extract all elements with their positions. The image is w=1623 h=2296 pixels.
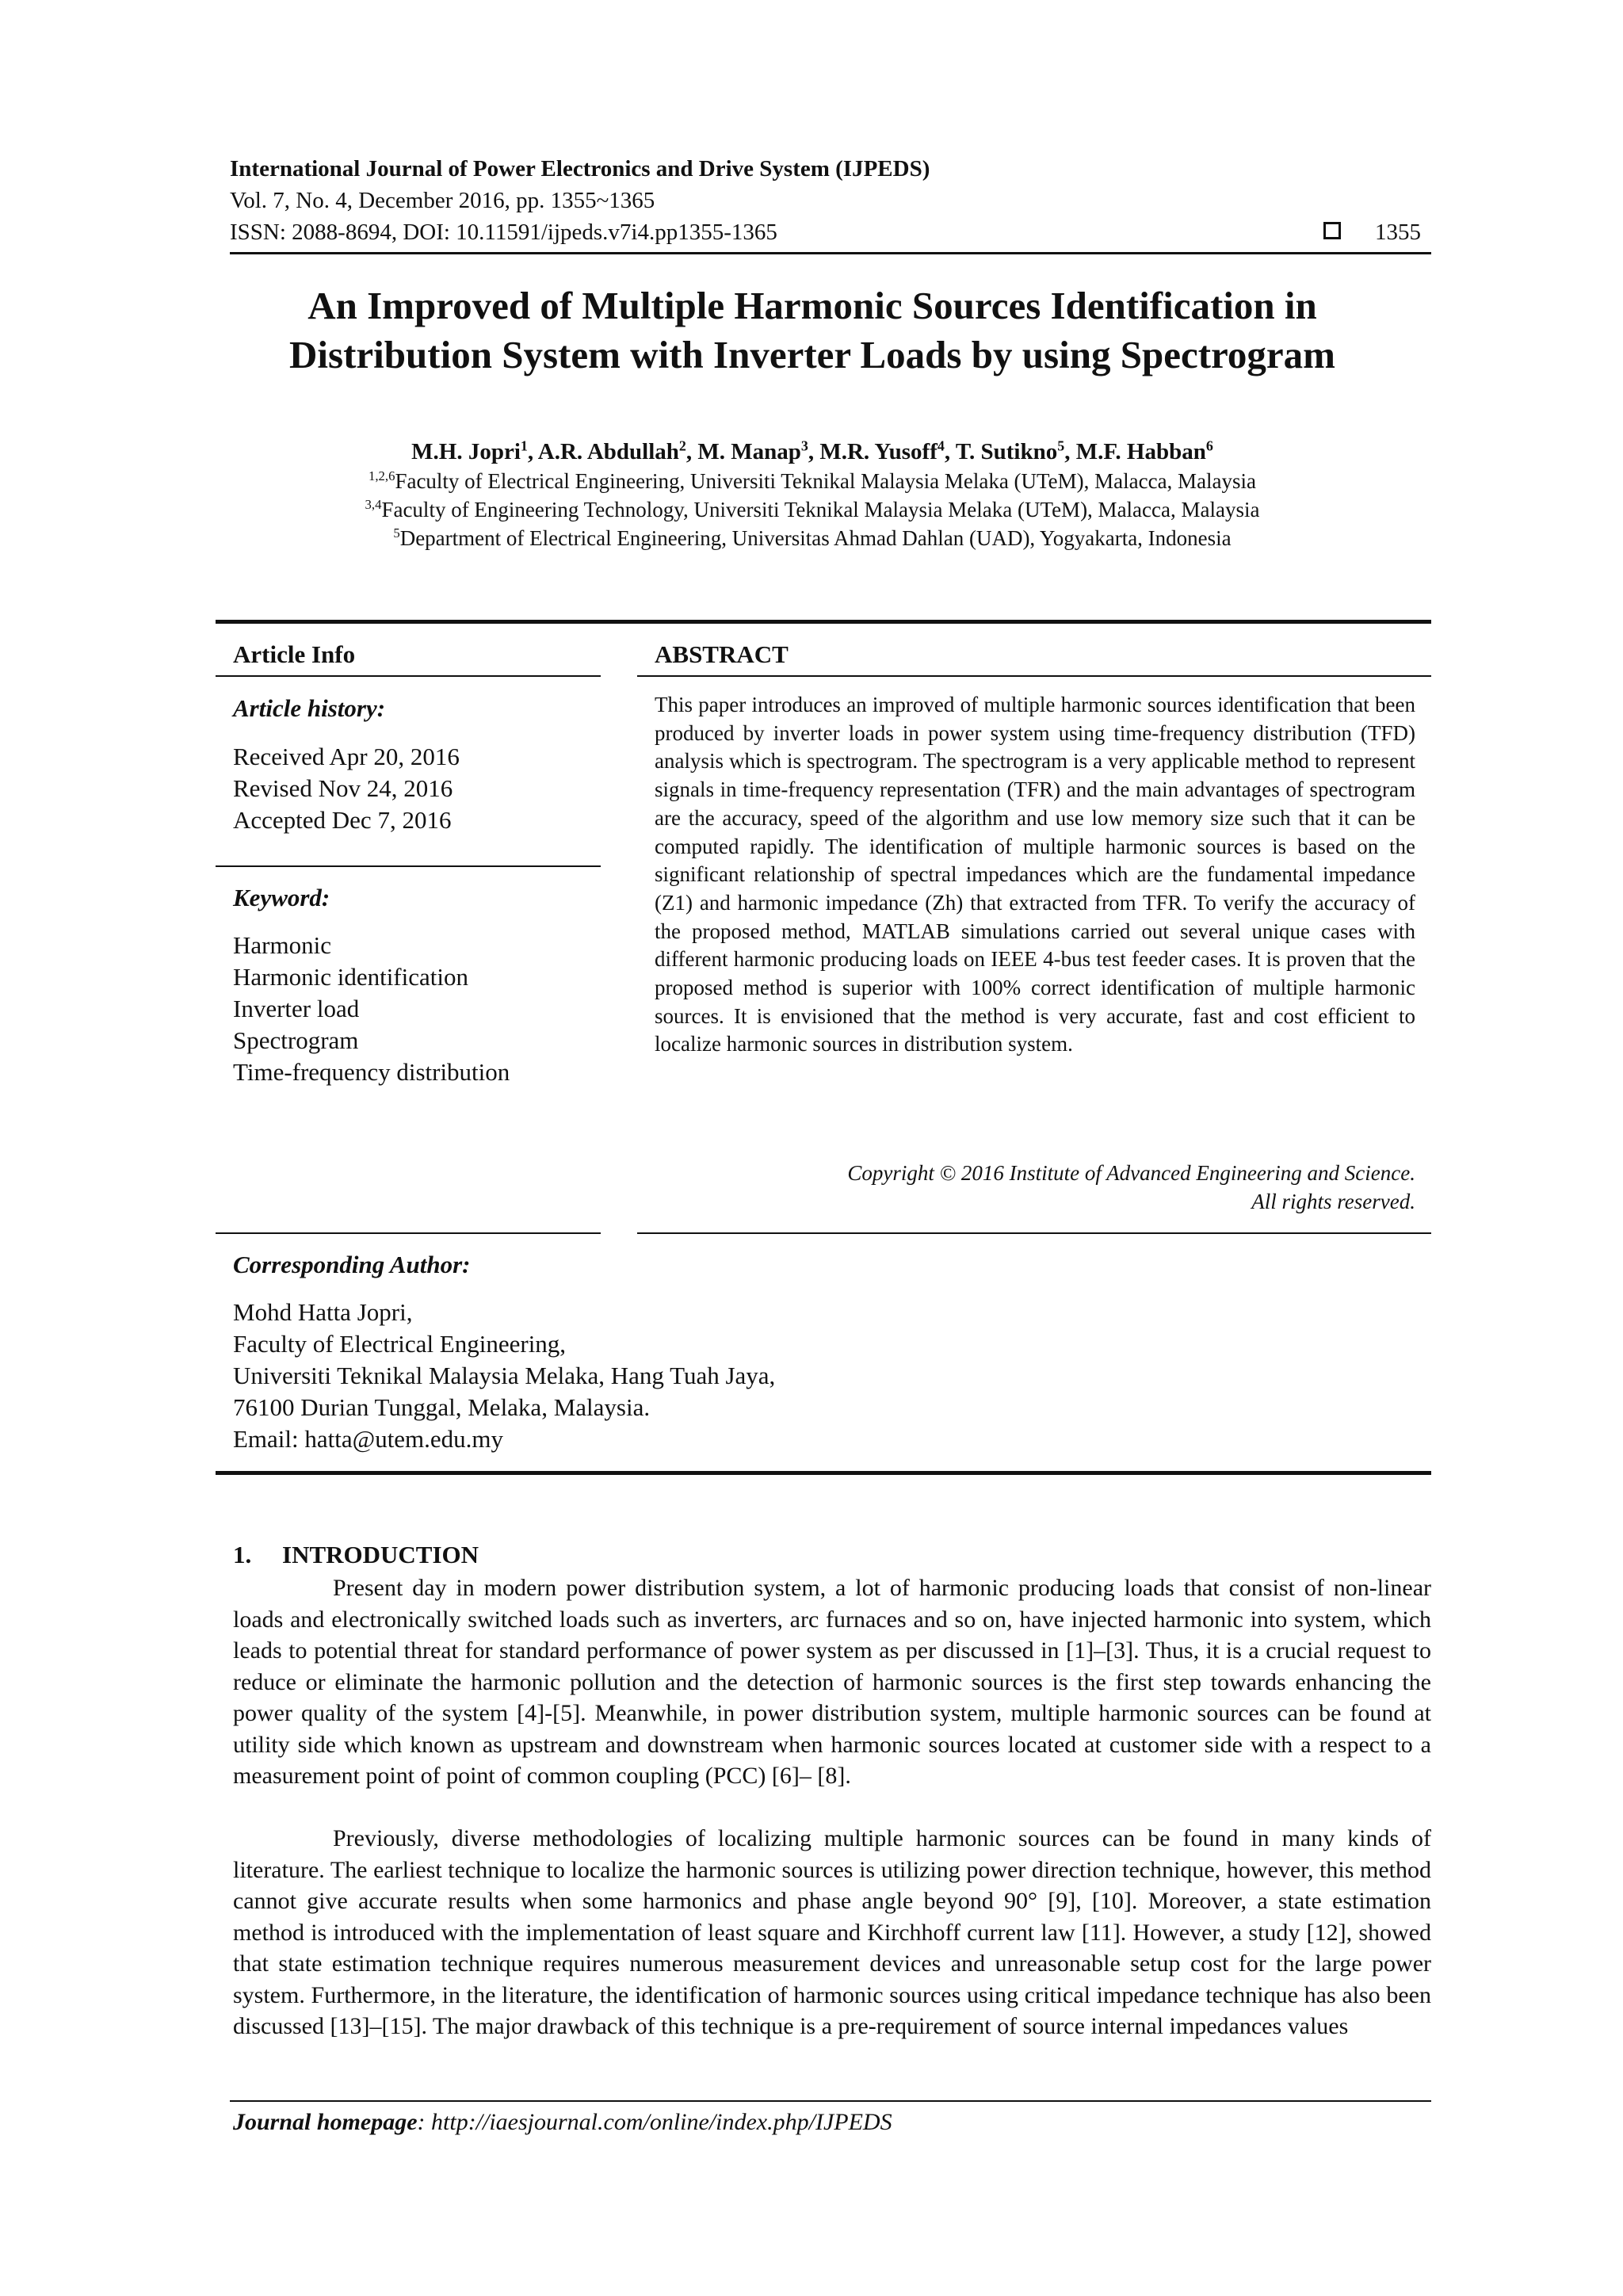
author-name: Mohd Hatta Jopri, [233, 1298, 413, 1326]
received-date: Received Apr 20, 2016 [233, 743, 460, 770]
keyword-list [233, 930, 510, 1088]
homepage-link[interactable]: : http://iaesjournal.com/online/index.php/IJPEDS [417, 2109, 892, 2135]
corresponding-author-details [233, 1297, 775, 1455]
author: M.R. Yusoff$^4$, [819, 437, 956, 464]
revised-date: Revised Nov 24, 2016 [233, 774, 453, 802]
divider [637, 675, 1431, 677]
divider [216, 675, 601, 677]
author-list [182, 438, 1442, 465]
page-number: 1355 [1375, 220, 1421, 245]
keyword: Time-frequency distribution [233, 1058, 510, 1086]
affiliation: $^{3,4}$Faculty of Engineering Technology, Universiti Teknikal Malaysia Melaka (UTeM), Malacca, Malaysia [365, 497, 1260, 521]
keyword: Harmonic identification [233, 963, 468, 991]
author: A.R. Abdullah$^2$, [537, 437, 698, 464]
affiliation: $^5$Department of Electrical Engineering, Universitas Ahmad Dahlan (UAD), Yogyakarta, Indonesia [393, 525, 1232, 550]
section-rule [216, 620, 1431, 624]
accepted-date: Accepted Dec 7, 2016 [233, 806, 452, 834]
title-line-1: An Improved of Multiple Harmonic Sources Identification in [307, 284, 1317, 327]
affiliation: $^{1,2,6}$Faculty of Electrical Engineering, Universiti Teknikal Malaysia Melaka (UTeM), Malacca, Malaysia [368, 468, 1257, 493]
article-history-heading: Article history: [233, 694, 386, 722]
title-line-2: Distribution System with Inverter Loads by using Spectrogram [289, 333, 1335, 376]
header-rule [230, 252, 1431, 254]
paper-title [182, 281, 1442, 380]
divider [637, 1232, 1431, 1234]
section-number: 1. [233, 1541, 252, 1568]
journal-name: International Journal of Power Electronics and Drive System (IJPEDS) [230, 156, 930, 181]
author: M.H. Jopri$^1$, [411, 437, 538, 464]
author: T. Sutikno$^5$, [955, 437, 1076, 464]
author-faculty: Faculty of Electrical Engineering, [233, 1330, 567, 1358]
homepage-label: Journal homepage [233, 2109, 418, 2135]
divider [216, 865, 601, 867]
square-icon [1323, 222, 1341, 239]
section-title: INTRODUCTION [282, 1541, 479, 1568]
section-rule [216, 1471, 1431, 1475]
author: M.F. Habban$^6$ [1075, 437, 1213, 464]
keyword: Spectrogram [233, 1026, 359, 1054]
abstract-heading: ABSTRACT [655, 640, 789, 668]
section-heading-introduction [233, 1541, 479, 1569]
keyword: Inverter load [233, 995, 360, 1022]
divider [216, 1232, 601, 1234]
keyword: Harmonic [233, 931, 331, 959]
volume-info: Vol. 7, No. 4, December 2016, pp. 1355~1365 [230, 188, 655, 213]
keyword-heading: Keyword: [233, 884, 330, 911]
intro-paragraph-1: Present day in modern power distribution system, a lot of harmonic producing loads that consist of non-linear loads and electronically switched loads such as inverters, arc furnaces and so on, have injected harmonic into system, which leads to potential threat for standard performance of power system as per discussed in [1]–[3]. Thus, it is a crucial request to reduce or eliminate the harmonic pollution and the detection of harmonic sources is the first step towards enhancing the power quality of the system [4]-[5]. Meanwhile, in power distribution system, multiple harmonic sources can be found at utility side which known as upstream and downstream when harmonic sources located at customer side with a respect to a measurement point of point of common coupling (PCC) [6]– [8]. [233, 1575, 1431, 1789]
author-university: Universiti Teknikal Malaysia Melaka, Hang Tuah Jaya, [233, 1362, 776, 1389]
rights-line: All rights reserved. [1251, 1190, 1415, 1213]
footer-rule [230, 2100, 1431, 2102]
issn-doi: ISSN: 2088-8694, DOI: 10.11591/ijpeds.v7i4.pp1355-1365 [230, 220, 777, 245]
corresponding-author-heading: Corresponding Author: [233, 1251, 471, 1278]
article-info-heading: Article Info [233, 640, 356, 668]
intro-paragraph-2: Previously, diverse methodologies of localizing multiple harmonic sources can be found in many kinds of literature. The earliest technique to localize the harmonic sources is utilizing power direction technique, however, this method cannot give accurate results when some harmonics and phase angle beyond 90° [9], [10]. Moreover, a state estimation method is introduced with the implementation of least square and Kirchhoff current law [11]. However, a study [12], showed that state estimation technique requires numerous measurement devices and unreasonable setup cost for the large power system. Furthermore, in the literature, the identification of harmonic sources using critical impedance technique has also been discussed [13]–[15]. The major drawback of this technique is a pre-requirement of source internal impedances values [233, 1825, 1431, 2039]
journal-homepage [233, 2108, 892, 2137]
author: M. Manap$^3$, [697, 437, 820, 464]
copyright-line: Copyright © 2016 Institute of Advanced Engineering and Science. [847, 1161, 1415, 1185]
abstract-text: This paper introduces an improved of multiple harmonic sources identification that been produced by inverter loads in power system using time-frequency distribution (TFD) analysis which is spectrogram. The spectrogram is a very applicable method to represent signals in time-frequency representation (TFR) and the main advantages of spectrogram are the accuracy, speed of the algorithm and use low memory size such that it can be computed rapidly. The identification of multiple harmonic sources is based on the significant relationship of spectral impedances which are the fundamental impedance (Z1) and harmonic impedance (Zh) that extracted from TFR. To verify the accuracy of the proposed method, MATLAB simulations carried out several unique cases with different harmonic producing loads on IEEE 4-bus test feeder cases. It is proven that the proposed method is superior with 100% correct identification of multiple harmonic sources. It is envisioned that the method is very accurate, fast and cost efficient to localize harmonic sources in distribution system. [655, 693, 1415, 1056]
author-email: Email: hatta@utem.edu.my [233, 1425, 504, 1453]
author-address: 76100 Durian Tunggal, Melaka, Malaysia. [233, 1393, 651, 1421]
